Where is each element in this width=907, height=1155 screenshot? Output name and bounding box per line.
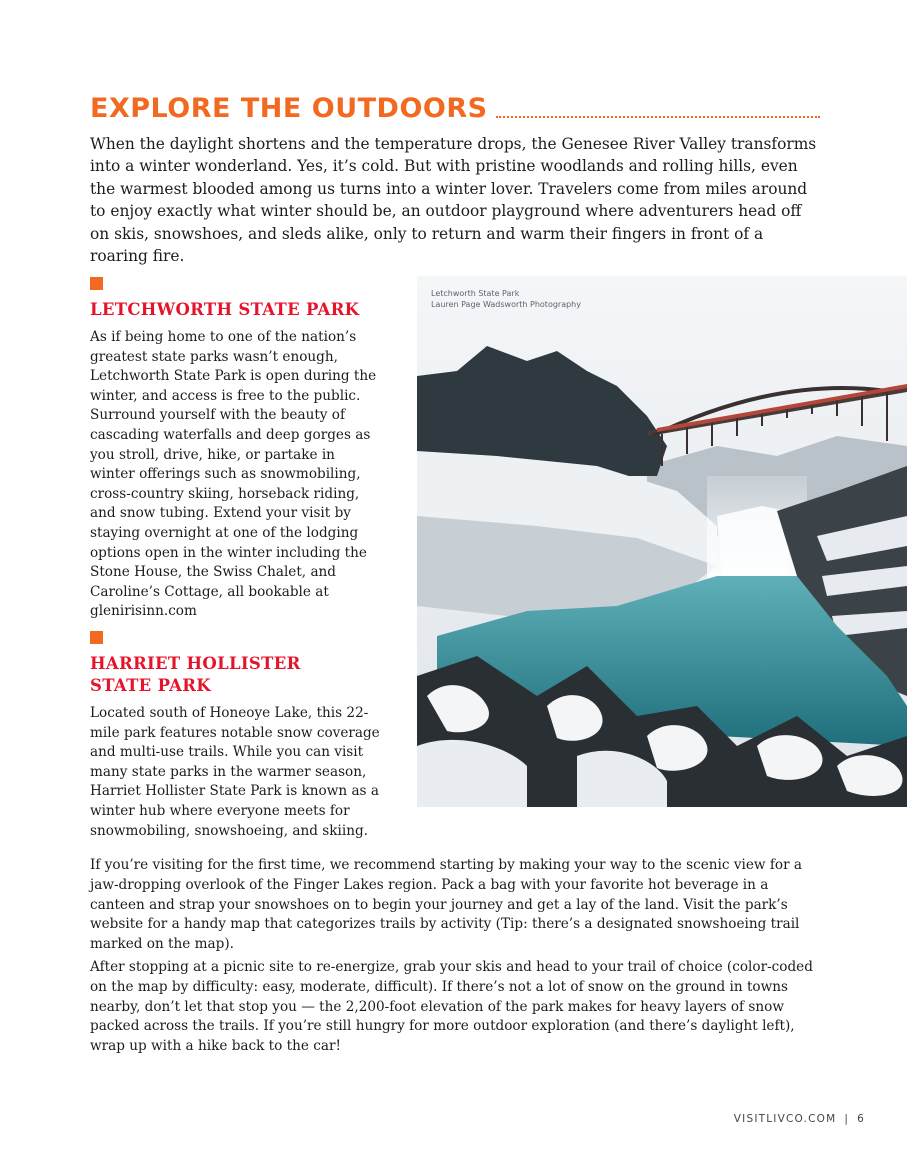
footer-separator: | xyxy=(844,1113,850,1125)
section-title-line-1: HARRIET HOLLISTER xyxy=(90,654,301,673)
photo-caption-credit: Lauren Page Wadsworth Photography xyxy=(431,300,581,309)
body-paragraph-2: After stopping at a picnic site to re-energize, grab your skis and head to your trail of choice (color-coded on the map by difficulty: easy, moderate, difficult). If there’s not a lot of snow on the ground in towns nearby, don’t let that stop you — the 2,200-foot elevation of the park makes for heavy layers of snow packed across the trails. If you’re still hungry for more outdoor exploration (and there’s daylight left), wrap up with a hike back to the car! xyxy=(90,959,813,1055)
page-footer xyxy=(734,1113,865,1125)
section-body-harriet-hollister: Located south of Honeoye Lake, this 22-mile park features notable snow coverage and multi-use trails. While you can visit many state parks in the warmer season, Harriet Hollister State Park is known as a winter hub where everyone meets for snowmobiling, snowshoeing, and skiing. xyxy=(90,705,380,839)
section-marker-icon xyxy=(90,631,103,644)
section-title-letchworth: LETCHWORTH STATE PARK xyxy=(90,300,360,319)
section-harriet-hollister xyxy=(90,631,380,841)
letchworth-photo xyxy=(417,276,907,807)
page-title: EXPLORE THE OUTDOORS xyxy=(90,93,488,124)
section-letchworth xyxy=(90,277,380,622)
photo-illustration xyxy=(417,276,907,807)
intro-paragraph: When the daylight shortens and the temperature drops, the Genesee River Valley transforms into a winter wonderland. Yes, it’s cold. But with pristine woodlands and rolling hills, even the warmest blooded among us turns into a winter lover. Travelers come from miles around to enjoy exactly what winter should be, an outdoor playground where adventurers head off on skis, snowshoes, and sleds alike, only to return and warm their fingers in front of a roaring fire. xyxy=(90,135,817,266)
photo-caption xyxy=(431,288,581,310)
section-title-harriet-hollister xyxy=(90,653,380,697)
section-marker-icon xyxy=(90,277,103,290)
section-title-line-2: STATE PARK xyxy=(90,676,211,695)
section-body-letchworth: As if being home to one of the nation’s greatest state parks wasn’t enough, Letchworth State Park is open during the winter, and access is free to the public. Surround yourself with the beauty of cascading waterfalls and deep gorges as you stroll, drive, hike, or partake in winter offerings such as snowmobiling, cross-country skiing, horseback riding, and snow tubing. Extend your visit by staying overnight at one of the lodging options open in the winter including the Stone House, the Swiss Chalet, and Caroline’s Cottage, all bookable at glenirisinn.com xyxy=(90,329,377,620)
headline-row xyxy=(90,88,820,122)
title-dotted-rule xyxy=(496,116,820,118)
body-paragraph-1: If you’re visiting for the first time, we recommend starting by making your way to the scenic view for a jaw-dropping overlook of the Finger Lakes region. Pack a bag with your favorite hot beverage in a canteen and strap your snowshoes on to begin your journey and get a lay of the land. Visit the park’s website for a handy map that categorizes trails by activity (Tip: there’s a designated snowshoeing trail marked on the map). xyxy=(90,857,802,953)
footer-site-link[interactable]: VISITLIVCO.COM xyxy=(733,1113,837,1125)
photo-caption-title: Letchworth State Park xyxy=(431,289,520,298)
page-number: 6 xyxy=(857,1113,865,1125)
